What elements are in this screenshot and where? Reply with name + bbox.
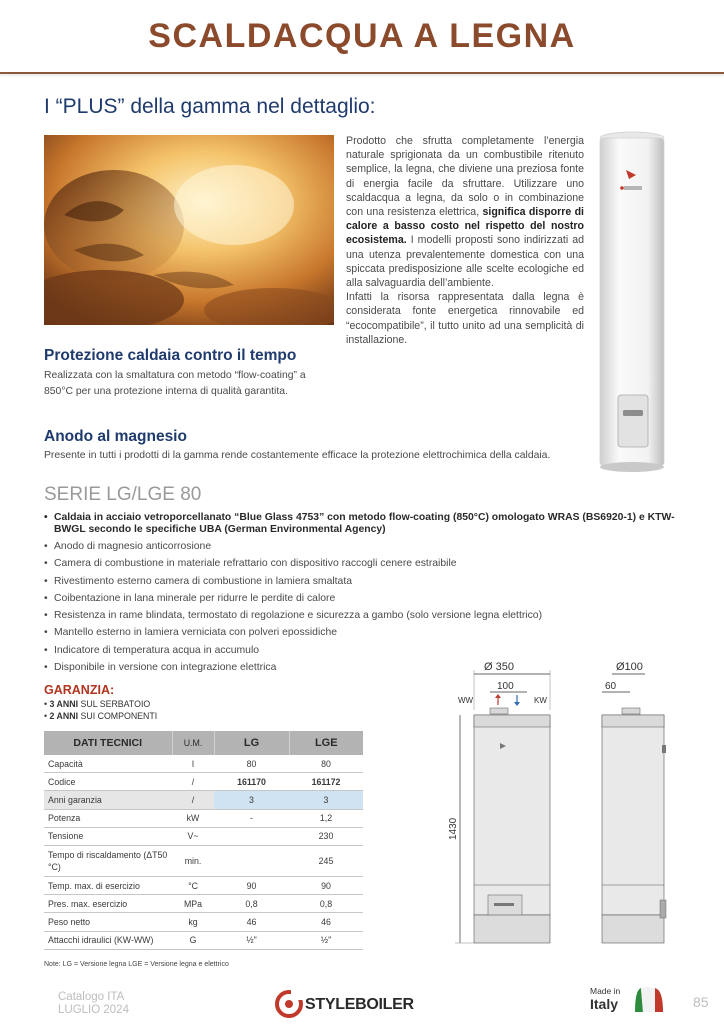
list-item: • Rivestimento esterno camera di combustione in lamiera smaltata [44,575,694,588]
dim-spacing-label: 100 [497,681,514,692]
table-cell: 80 [214,755,289,773]
table-cell: 161170 [214,773,289,791]
list-item: • Coibentazione in lana minerale per ridurre le perdite di calore [44,592,694,605]
table-cell: min. [172,845,214,876]
series-title: SERIE LG/LGE 80 [44,484,202,505]
table-row [44,773,363,791]
dim-diameter-label: Ø 350 [484,661,514,673]
table-cell: 90 [289,876,363,894]
page-number: 85 [693,994,709,1010]
technical-drawing [440,655,680,955]
table-header-row [44,731,363,755]
table-cell: G [172,931,214,949]
intro-bold: significa disporre di calore a basso costo nel rispetto del nostro ecosistema. [346,206,584,247]
list-item: • Disponibile in versione con integrazione elettrica [44,661,694,674]
table-cell: 80 [289,755,363,773]
table-row [44,931,363,949]
table-cell: 0,8 [289,895,363,913]
table-cell: kW [172,809,214,827]
table-header: U.M. [172,731,214,755]
table-cell: ½" [214,931,289,949]
list-item: • Resistenza in rame blindata, termostato di regolazione e sicurezza a gambo (solo versione legna elettrico) [44,609,694,622]
table-cell: 161172 [289,773,363,791]
italy-label: Italy [590,996,619,1012]
table-cell: / [172,773,214,791]
protezione-title: Protezione caldaia contro il tempo [44,347,297,364]
table-cell: 3 [289,791,363,809]
table-row [44,755,363,773]
table-row [44,913,363,931]
brand-logo-icon [275,990,303,1018]
brand-logo [275,990,415,1018]
table-cell: Peso netto [44,913,172,931]
table-cell: 1,2 [289,809,363,827]
table-row [44,791,363,809]
table-cell: Capacità [44,755,172,773]
garanzia-list [44,699,157,722]
catalog-line-1: Catalogo ITA [58,991,125,1003]
table-cell: 90 [214,876,289,894]
table-cell: 46 [289,913,363,931]
boiler-product-image [590,130,674,475]
feature-item-caldaia: • Caldaia in acciaio vetroporcellanato “Blue Glass 4753” con metodo flow-coating (850°C) omologato WRAS (BS6920-1) e KTW-BWGL secondo le specifiche UBA (German Environmental Agency) [44,512,694,535]
table-cell: V~ [172,827,214,845]
list-item: • Anodo di magnesio anticorrosione [44,540,694,553]
table-row [44,827,363,845]
made-in-italy [590,986,620,1012]
dim-flue-label: Ø100 [616,661,643,673]
table-header: LGE [289,731,363,755]
table-row [44,809,363,827]
table-cell: Pres. max. esercizio [44,895,172,913]
table-cell: 46 [214,913,289,931]
table-note: Note: LG = Versione legna LGE = Versione legna e elettrico [44,961,229,968]
table-cell [214,845,289,876]
dim-height-label: 1430 [448,817,459,840]
protezione-text: Realizzata con la smaltatura con metodo “flow-coating” a 850°C per una protezione interna di qualità garantita. [44,370,306,397]
intro-paragraph [346,134,584,347]
garanzia-title: GARANZIA: [44,683,115,697]
brand-name: STYLEBOILER [305,996,414,1013]
intro-text-3: Infatti la risorsa rappresentata dalla legna è considerata fonte energetica rinnovabile ed “ecocompatibile”, il tutto unito ad una semplicità di installazione. [346,291,584,346]
page-title: SCALDACQUA A LEGNA [148,17,576,55]
made-in-label: Made in [590,986,621,996]
table-cell: Tensione [44,827,172,845]
table-row [44,845,363,876]
garanzia-years: 2 ANNI [49,710,79,721]
side-view [602,661,666,943]
table-cell: °C [172,876,214,894]
intro-text-2: I modelli proposti sono indirizzati ad una utenza prevalentemente domestica con una spiccata predisposizione alle scelte ecologiche ed alla salvaguardia dell’ambiente. [346,234,584,290]
front-view [448,661,550,943]
kw-label: KW [534,696,547,705]
catalog-label [58,991,129,1017]
table-cell: Temp. max. di esercizio [44,876,172,894]
table-cell [214,827,289,845]
table-cell: 0,8 [214,895,289,913]
table-cell: kg [172,913,214,931]
table-cell: 245 [289,845,363,876]
table-cell: Anni garanzia [44,791,172,809]
feature-list [44,512,694,678]
table-cell: MPa [172,895,214,913]
table-cell: Potenza [44,809,172,827]
catalog-line-2: LUGLIO 2024 [58,1004,129,1016]
burning-wood-image [44,135,334,325]
anodo-title: Anodo al magnesio [44,428,187,445]
table-cell: 3 [214,791,289,809]
list-item: • Camera di combustione in materiale refrattario con dispositivo raccogli cenere estraibile [44,557,694,570]
table-cell: Codice [44,773,172,791]
table-cell: / [172,791,214,809]
table-header: LG [214,731,289,755]
intro-text-1: Prodotto che sfrutta completamente l’energia naturale sprigionata da un combustibile ritenuto semplice, la legna, che diviene una preziosa fonte di energia facile da sfruttare. Utilizzare uno scaldacqua a legna, da solo o in combinazione con una resistenza elettrica, [346,135,584,219]
garanzia-item [44,711,157,723]
table-cell: - [214,809,289,827]
garanzia-years: 3 ANNI [49,699,79,709]
table-header: DATI TECNICI [44,731,172,755]
table-cell: ½" [289,931,363,949]
table-cell: Attacchi idraulici (KW-WW) [44,931,172,949]
italian-flag-icon [633,986,665,1014]
table-row [44,895,363,913]
anodo-text: Presente in tutti i prodotti di la gamma rende costantemente efficace la protezione elettrochimica della caldaia. [44,450,551,461]
table-cell: l [172,755,214,773]
list-item: • Indicatore di temperatura acqua in accumulo [44,644,694,657]
garanzia-item [44,699,157,711]
ww-label: WW [458,696,474,705]
dim-offset-label: 60 [605,681,617,692]
table-cell: Tempo di riscaldamento (ΔT50 °C) [44,845,172,876]
tech-data-table [44,731,363,950]
list-item: • Mantello esterno in lamiera verniciata con polveri epossidiche [44,626,694,639]
table-cell: 230 [289,827,363,845]
garanzia-scope: SUL SERBATOIO [78,699,151,709]
page-header [0,0,724,74]
garanzia-scope: SUI COMPONENTI [78,710,158,721]
table-row [44,876,363,894]
plus-heading: I “PLUS” della gamma nel dettaglio: [44,95,376,118]
